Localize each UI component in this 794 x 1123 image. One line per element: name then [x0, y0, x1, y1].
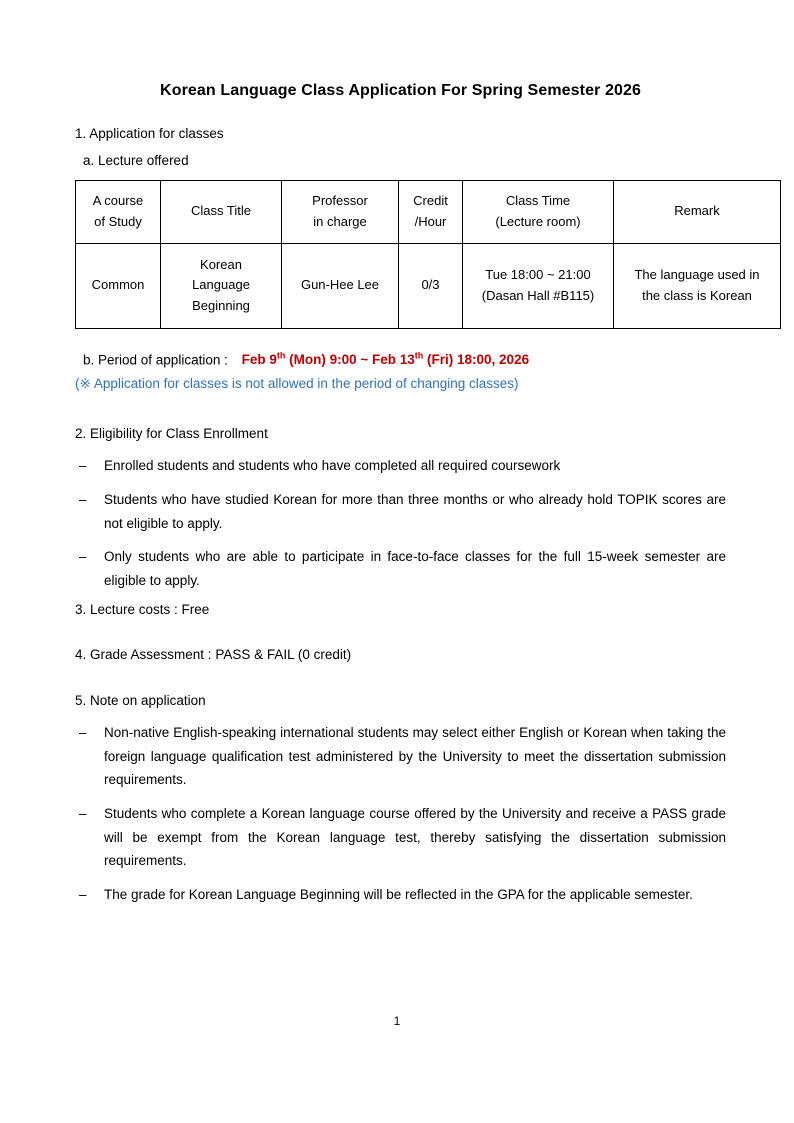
cell-course: Common: [76, 243, 161, 328]
section-5-list: [75, 721, 726, 906]
header-cell-class-time: [463, 180, 614, 243]
dash-icon: –: [79, 886, 87, 902]
table-header-row: [76, 180, 781, 243]
dash-icon: –: [79, 458, 87, 474]
header-cell-class-title: [161, 180, 282, 243]
section-2-list: [75, 454, 726, 592]
header-cell-remark: [614, 180, 781, 243]
header-professor-line2: in charge: [313, 213, 367, 229]
class-title-line3: Beginning: [192, 297, 250, 313]
header-cell-credit: [399, 180, 463, 243]
header-class-title-line1: Class Title: [191, 203, 251, 219]
cell-professor: Gun-Hee Lee: [282, 243, 399, 328]
period-mid: (Mon) 9:00 ~ Feb 13: [285, 352, 415, 367]
application-period: [83, 351, 726, 368]
application-period-value: [242, 352, 529, 367]
period-pre: Feb 9: [241, 352, 277, 367]
list-item-text: Non-native English-speaking international students may select either English or Korean when taking the foreign language qualification test administered by the University to meet the dissertation submission requirements.: [104, 725, 726, 788]
cell-class-title: [161, 243, 282, 328]
dash-icon: –: [79, 549, 87, 565]
header-remark-line1: Remark: [674, 203, 720, 219]
list-item-text: Only students who are able to participate in face-to-face classes for the full 15-week semester are eligible to apply.: [104, 549, 726, 588]
period-sup-2: th: [414, 350, 424, 361]
header-class-time-line2: (Lecture room): [495, 213, 581, 229]
remark-line2: the class is Korean: [642, 287, 752, 303]
dash-icon: –: [79, 806, 87, 821]
cell-credit: 0/3: [399, 243, 463, 328]
section-2-heading: 2. Eligibility for Class Enrollment: [75, 426, 268, 441]
list-item: [75, 488, 726, 535]
class-time-line2: (Dasan Hall #B115): [481, 287, 595, 303]
list-item-text: The grade for Korean Language Beginning will be reflected in the GPA for the applicable semester.: [104, 886, 693, 902]
list-item: [75, 545, 726, 592]
header-professor-line1: Professor: [312, 193, 368, 209]
class-title-line2: Language: [192, 277, 250, 293]
header-cell-course: [76, 180, 161, 243]
cell-class-time: [463, 243, 614, 328]
class-time-line1: Tue 18:00 ~ 21:00: [485, 267, 591, 283]
class-title-line1: Korean: [200, 257, 242, 273]
period-post: (Fri) 18:00, 2026: [423, 352, 530, 367]
list-item-text: Enrolled students and students who have completed all required coursework: [104, 458, 561, 474]
period-sup-1: th: [276, 350, 286, 361]
list-item-text: Students who have studied Korean for more than three months or who already hold TOPIK scores are not eligible to apply.: [104, 491, 726, 531]
remark-line1: The language used in: [634, 267, 760, 283]
cell-remark: [614, 243, 781, 328]
header-course-line1: A course: [92, 193, 144, 209]
page-title: Korean Language Class Application For Spring Semester 2026: [160, 82, 641, 99]
header-credit-line1: Credit: [413, 193, 448, 209]
lecture-table: [75, 180, 781, 329]
lecture-table-header: [76, 180, 781, 243]
header-cell-professor: [282, 180, 399, 243]
lecture-table-body: [76, 243, 781, 328]
list-item: [75, 802, 726, 873]
header-credit-line2: /Hour: [414, 213, 447, 229]
list-item: [75, 883, 726, 907]
page-number: 1: [393, 1014, 401, 1028]
list-item-text: Students who complete a Korean language course offered by the University and receive a PASS grade will be exempt from the Korean language test, thereby satisfying the dissertation submission requirements.: [104, 806, 726, 869]
header-course-line2: of Study: [94, 213, 142, 229]
section-1a-label: a. Lecture offered: [83, 153, 189, 169]
application-period-label: b. Period of application :: [83, 352, 228, 367]
section-1-heading: 1. Application for classes: [75, 126, 224, 141]
dash-icon: –: [79, 725, 87, 741]
header-class-time-line1: Class Time: [505, 193, 571, 209]
section-4-heading: 4. Grade Assessment : PASS & FAIL (0 credit): [75, 646, 352, 662]
list-item: [75, 721, 726, 792]
section-3-heading: 3. Lecture costs : Free: [75, 602, 210, 618]
section-5-heading: 5. Note on application: [75, 692, 206, 708]
application-note: (※ Application for classes is not allowed in the period of changing classes): [75, 376, 519, 391]
table-row: [76, 243, 781, 328]
spacer: [75, 392, 726, 400]
list-item: [75, 454, 726, 478]
dash-icon: –: [79, 491, 87, 507]
